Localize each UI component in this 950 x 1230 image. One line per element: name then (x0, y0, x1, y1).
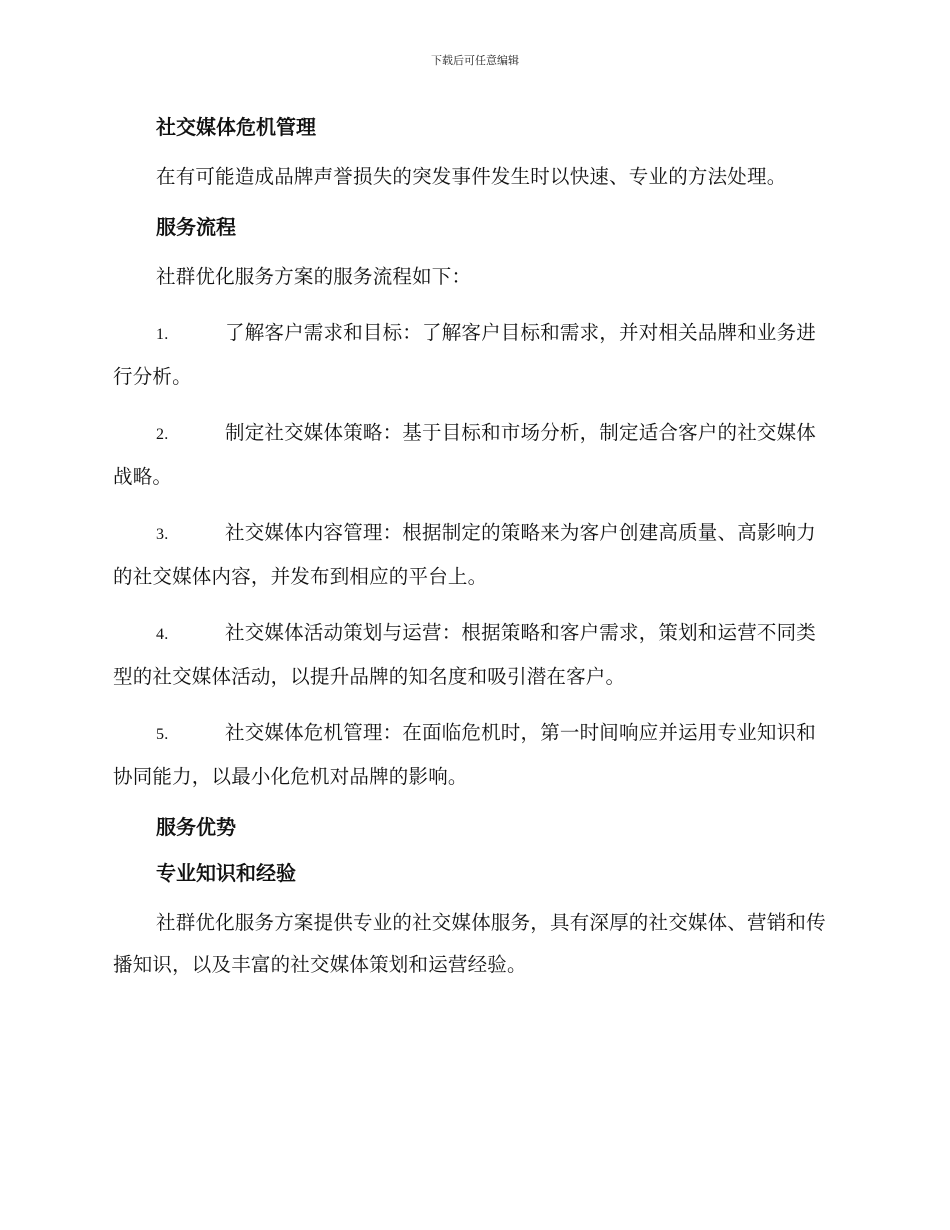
list-number: 2. (156, 426, 169, 443)
heading-service-process: 服务流程 (156, 215, 236, 239)
header-note: 下载后可任意编辑 (431, 54, 519, 67)
list-item (113, 412, 835, 498)
paragraph-crisis-management: 在有可能造成品牌声誉损失的突发事件发生时以快速、专业的方法处理。 (156, 165, 787, 188)
paragraph-process-intro: 社群优化服务方案的服务流程如下： (156, 265, 472, 288)
list-text: 制定社交媒体策略：基于目标和市场分析，制定适合客户的社交媒体战略。 (113, 421, 817, 488)
process-steps-list (113, 312, 835, 798)
list-number: 4. (156, 626, 169, 643)
heading-crisis-management: 社交媒体危机管理 (156, 115, 316, 139)
list-item (113, 312, 835, 398)
list-text: 社交媒体内容管理：根据制定的策略来为客户创建高质量、高影响力的社交媒体内容，并发布到相应的平台上。 (113, 521, 817, 588)
document-body (113, 110, 835, 986)
heading-expertise: 专业知识和经验 (156, 861, 296, 885)
paragraph-expertise: 社群优化服务方案提供专业的社交媒体服务，具有深厚的社交媒体、营销和传播知识，以及丰富的社交媒体策划和运营经验。 (113, 911, 826, 976)
list-number: 1. (156, 326, 169, 343)
list-item (113, 612, 835, 698)
list-number: 3. (156, 526, 169, 543)
list-number: 5. (156, 726, 169, 743)
list-text: 社交媒体危机管理：在面临危机时，第一时间响应并运用专业知识和协同能力，以最小化危机对品牌的影响。 (113, 721, 817, 788)
list-item (113, 512, 835, 598)
heading-service-advantages: 服务优势 (156, 815, 236, 839)
list-item (113, 712, 835, 798)
list-text: 了解客户需求和目标：了解客户目标和需求，并对相关品牌和业务进行分析。 (113, 321, 817, 388)
list-text: 社交媒体活动策划与运营：根据策略和客户需求，策划和运营不同类型的社交媒体活动，以提升品牌的知名度和吸引潜在客户。 (113, 621, 817, 688)
